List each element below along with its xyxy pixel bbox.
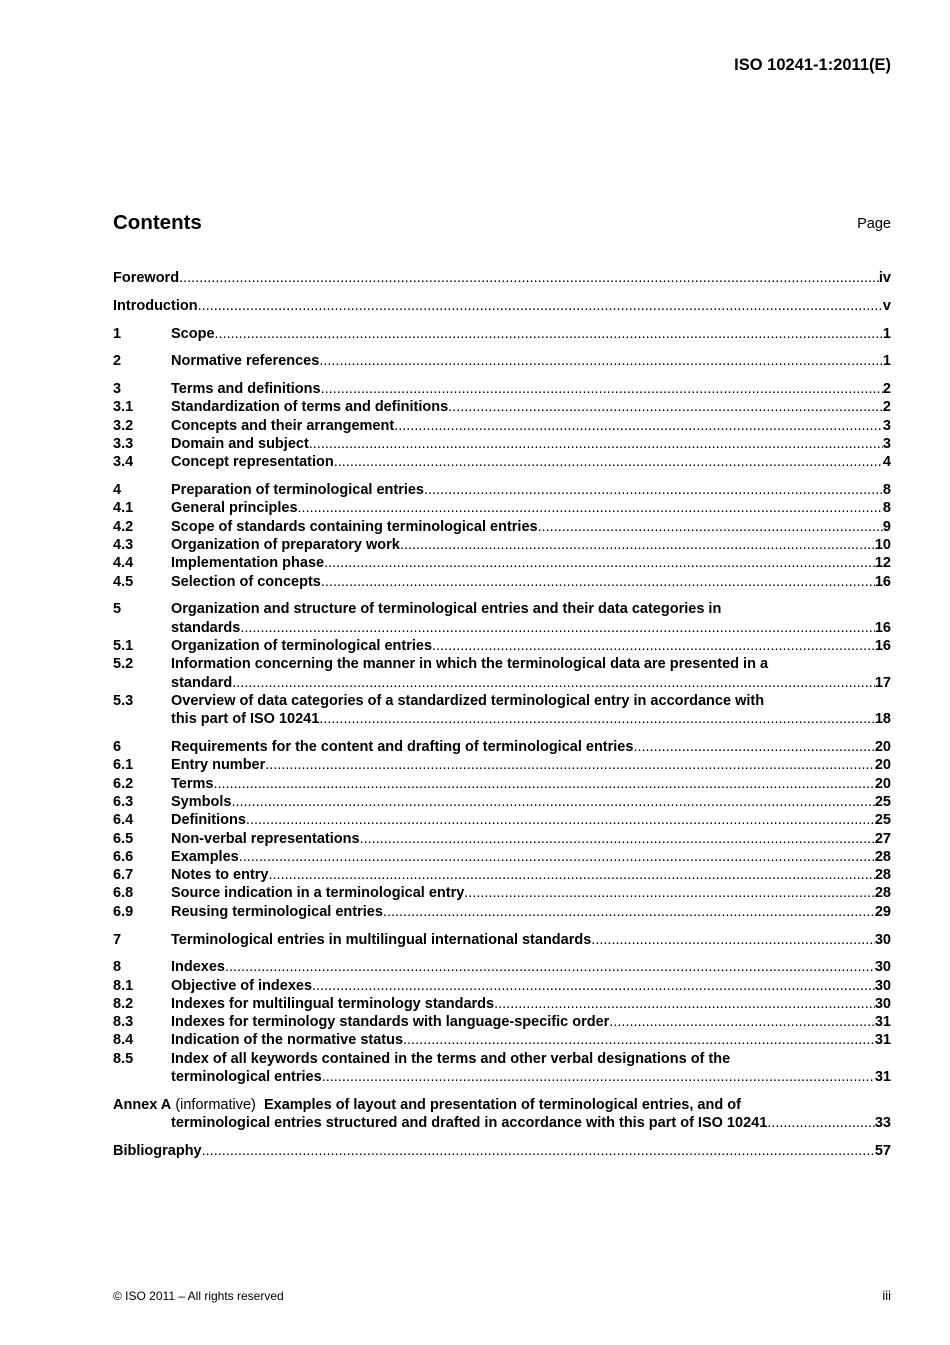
toc-entry-body <box>171 1031 891 1049</box>
toc-entry-body <box>171 380 891 398</box>
toc-entry-body <box>171 352 891 370</box>
toc-page-number: 1 <box>882 325 891 342</box>
toc-entry-title: Indexes for multilingual terminology standards <box>171 995 495 1012</box>
toc-entry-title-line: Organization and structure of terminological entries and their data categories in <box>171 601 722 618</box>
footer-copyright: © ISO 2011 – All rights reserved <box>113 1289 284 1303</box>
toc-entry-body <box>171 453 891 471</box>
toc-line <box>171 977 891 995</box>
toc-entry[interactable] <box>113 903 891 921</box>
section-number: 6.2 <box>113 775 134 792</box>
toc-entry-title: Domain and subject <box>171 436 309 453</box>
toc-entry-title-line: Information concerning the manner in which the terminological data are presented in a <box>171 656 769 673</box>
toc-entry-title: Scope of standards containing terminological entries <box>171 518 538 535</box>
toc-entry-title: Source indication in a terminological entry <box>171 885 465 902</box>
dot-leader <box>321 573 875 591</box>
toc-page-number: 2 <box>882 399 891 416</box>
toc-entry-body <box>171 958 891 976</box>
toc-entry-body <box>113 1142 891 1160</box>
toc-line <box>171 793 891 811</box>
dot-leader <box>464 884 875 902</box>
toc-entry-title: Non-verbal representations <box>171 830 360 847</box>
dot-leader <box>213 775 874 793</box>
toc-page-number: 16 <box>874 619 891 636</box>
toc-entry-title: Indexes <box>171 959 225 976</box>
toc-entry-body <box>171 793 891 811</box>
section-number: 6.9 <box>113 903 134 920</box>
toc-entry[interactable] <box>113 692 891 729</box>
section-number: 2 <box>113 353 122 370</box>
toc-entry-title: Indexes for terminology standards with language-specific order <box>171 1014 610 1031</box>
toc-line <box>171 995 891 1013</box>
section-number: 1 <box>113 325 122 342</box>
toc-page-number: 25 <box>874 793 891 810</box>
toc-entry-title-line: Index of all keywords contained in the terms and other verbal designations of the <box>171 1050 731 1067</box>
toc-page-number: 20 <box>874 775 891 792</box>
dot-leader <box>231 793 874 811</box>
dot-leader <box>432 637 875 655</box>
toc-entry-title: Preparation of terminological entries <box>171 482 424 499</box>
toc-line <box>113 269 891 287</box>
dot-leader <box>298 499 883 517</box>
section-number: 8.4 <box>113 1032 134 1049</box>
toc-entry-title: Scope <box>171 325 215 342</box>
toc-entry-body <box>171 931 891 949</box>
dot-leader <box>309 435 883 453</box>
toc-line <box>171 811 891 829</box>
dot-leader <box>322 1068 875 1086</box>
section-number: 8.5 <box>113 1050 134 1067</box>
toc-entry-title: this part of ISO 10241 <box>171 711 320 728</box>
toc-line <box>171 352 891 370</box>
toc-entry[interactable] <box>113 269 891 287</box>
toc-entry-title: Concepts and their arrangement <box>171 417 395 434</box>
toc-entry-title: Requirements for the content and drafting of terminological entries <box>171 739 634 756</box>
section-number: 3.2 <box>113 417 134 434</box>
toc-page-number: 28 <box>874 885 891 902</box>
toc-line <box>171 435 891 453</box>
toc-page-number: 57 <box>874 1142 891 1159</box>
toc-entry-title: Standardization of terms and definitions <box>171 399 449 416</box>
toc-page-number: 12 <box>874 555 891 572</box>
toc-page-number: 3 <box>882 436 891 453</box>
toc-page-number: 10 <box>874 537 891 554</box>
dot-leader <box>215 325 883 343</box>
toc-page-number: 2 <box>882 381 891 398</box>
toc-entry-body <box>171 811 891 829</box>
toc-line <box>171 417 891 435</box>
section-number: 6.1 <box>113 757 134 774</box>
toc-entry[interactable] <box>113 536 891 554</box>
toc-page-number: 30 <box>874 931 891 948</box>
toc-entry-body <box>171 536 891 554</box>
dot-leader <box>400 536 875 554</box>
section-number: 6 <box>113 739 122 756</box>
toc-entry-body <box>171 692 891 729</box>
toc-entry[interactable] <box>113 1050 891 1087</box>
toc-entry-body <box>113 269 891 287</box>
toc-page-number: 16 <box>874 573 891 590</box>
dot-leader <box>383 903 875 921</box>
toc-line <box>171 931 891 949</box>
dot-leader <box>609 1013 875 1031</box>
dot-leader <box>319 352 883 370</box>
toc-entry-title: Objective of indexes <box>171 977 313 994</box>
dot-leader <box>494 995 875 1013</box>
toc-entry[interactable] <box>113 811 891 829</box>
toc-entry[interactable] <box>113 453 891 471</box>
toc-entry-title: Organization of preparatory work <box>171 537 400 554</box>
toc-line <box>171 958 891 976</box>
toc-entry-title: Bibliography <box>113 1142 202 1159</box>
toc-page-number: 18 <box>874 711 891 728</box>
dot-leader <box>202 1142 875 1160</box>
toc-entry-body <box>171 655 891 692</box>
toc-entry-annex[interactable] <box>113 1096 891 1133</box>
toc-page-number: 1 <box>882 353 891 370</box>
dot-leader <box>633 738 874 756</box>
toc-entry-body <box>171 775 891 793</box>
toc-line <box>171 775 891 793</box>
section-number: 4.5 <box>113 573 134 590</box>
dot-leader <box>394 417 883 435</box>
section-number: 5.1 <box>113 638 134 655</box>
toc-line <box>171 398 891 416</box>
toc-entry-title: General principles <box>171 500 298 517</box>
toc-entry-title: Terminological entries in multilingual international standards <box>171 931 592 948</box>
toc-entry-title: Reusing terminological entries <box>171 903 383 920</box>
toc-entry-title: Organization of terminological entries <box>171 638 433 655</box>
annex-first-line <box>113 1096 891 1114</box>
annex-heading <box>113 1096 741 1114</box>
section-number: 6.4 <box>113 812 134 829</box>
toc-page-number: 30 <box>874 977 891 994</box>
toc-line <box>171 637 891 655</box>
toc-page-number: 16 <box>874 638 891 655</box>
dot-leader <box>246 811 875 829</box>
toc-line <box>171 866 891 884</box>
toc-entry-body <box>171 903 891 921</box>
toc-entry-body <box>171 637 891 655</box>
toc-entry-title: Normative references <box>171 353 320 370</box>
section-number: 6.7 <box>113 867 134 884</box>
toc-entry[interactable] <box>113 417 891 435</box>
toc-line <box>171 830 891 848</box>
toc-page-number: 8 <box>882 500 891 517</box>
toc-line <box>171 738 891 756</box>
dot-leader <box>240 619 875 637</box>
toc-entry-body <box>171 977 891 995</box>
toc-line <box>171 536 891 554</box>
toc-page-number: 17 <box>874 674 891 691</box>
toc-entry-body <box>171 1013 891 1031</box>
toc-line <box>171 710 891 728</box>
toc-entry-title: Terms <box>171 775 214 792</box>
section-number: 4.3 <box>113 537 134 554</box>
toc-entry[interactable] <box>113 756 891 774</box>
toc-entry-title: terminological entries structured and drafted in accordance with this part of ISO 10241 <box>171 1115 768 1132</box>
toc-entry[interactable] <box>113 655 891 692</box>
section-number: 5.3 <box>113 692 134 709</box>
toc-entry[interactable] <box>113 352 891 370</box>
section-number: 7 <box>113 931 122 948</box>
toc-line <box>171 573 891 591</box>
section-number: 3 <box>113 381 122 398</box>
dot-leader <box>179 269 879 287</box>
dot-leader <box>319 710 875 728</box>
toc-line <box>171 554 891 572</box>
toc-page-number: 31 <box>874 1014 891 1031</box>
toc-entry[interactable] <box>113 398 891 416</box>
section-number: 6.3 <box>113 793 134 810</box>
toc-entry-body <box>171 848 891 866</box>
toc-entry-body <box>171 417 891 435</box>
toc-page-number: 30 <box>874 959 891 976</box>
toc-line <box>171 884 891 902</box>
toc-line <box>171 1031 891 1049</box>
section-number: 5 <box>113 601 122 618</box>
toc-entry[interactable] <box>113 793 891 811</box>
section-number: 8.3 <box>113 1014 134 1031</box>
toc-line <box>113 1142 891 1160</box>
toc-entry-title: Examples <box>171 848 239 865</box>
toc-line <box>171 380 891 398</box>
toc-entry-body <box>171 499 891 517</box>
toc-entry[interactable] <box>113 325 891 343</box>
dot-leader <box>312 977 875 995</box>
section-number: 3.1 <box>113 399 134 416</box>
dot-leader <box>265 756 875 774</box>
dot-leader <box>321 380 883 398</box>
toc-entry-body <box>171 884 891 902</box>
toc-entry-title: Concept representation <box>171 454 334 471</box>
toc-line <box>171 1068 891 1086</box>
table-of-contents <box>113 269 891 1160</box>
toc-entry-title: Definitions <box>171 812 246 829</box>
toc-entry[interactable] <box>113 958 891 976</box>
toc-entry[interactable] <box>113 830 891 848</box>
page-column-label: Page <box>857 216 891 232</box>
toc-entry[interactable] <box>113 977 891 995</box>
toc-page-number: 25 <box>874 812 891 829</box>
toc-entry-body <box>171 866 891 884</box>
section-number: 4 <box>113 482 122 499</box>
toc-entry[interactable] <box>113 518 891 536</box>
section-number: 4.1 <box>113 500 134 517</box>
dot-leader <box>239 848 875 866</box>
section-number: 5.2 <box>113 656 134 673</box>
toc-entry-body <box>171 995 891 1013</box>
toc-line <box>171 1114 891 1132</box>
toc-entry-title: Notes to entry <box>171 867 269 884</box>
toc-entry[interactable] <box>113 866 891 884</box>
toc-entry-title: terminological entries <box>171 1069 322 1086</box>
footer-page-number: iii <box>882 1288 891 1303</box>
toc-entry-body <box>171 573 891 591</box>
section-number: 3.4 <box>113 454 134 471</box>
annex-title-line: Examples of layout and presentation of terminological entries, and of <box>263 1096 741 1113</box>
toc-entry[interactable] <box>113 600 891 637</box>
toc-entry-body <box>171 1050 891 1087</box>
toc-page-number: 4 <box>882 454 891 471</box>
toc-page-number: 30 <box>874 995 891 1012</box>
dot-leader <box>424 481 883 499</box>
toc-entry[interactable] <box>113 554 891 572</box>
section-number: 3.3 <box>113 436 134 453</box>
toc-page-number: 3 <box>882 417 891 434</box>
toc-page-number: 29 <box>874 903 891 920</box>
toc-entry[interactable] <box>113 775 891 793</box>
dot-leader <box>767 1114 875 1132</box>
toc-entry-body <box>171 756 891 774</box>
toc-entry-title: standard <box>171 674 233 691</box>
toc-entry[interactable] <box>113 481 891 499</box>
toc-entry[interactable] <box>113 738 891 756</box>
toc-line <box>171 848 891 866</box>
toc-page-number: 28 <box>874 848 891 865</box>
toc-entry[interactable] <box>113 1013 891 1031</box>
toc-page-number: 31 <box>874 1069 891 1086</box>
toc-page-number: 20 <box>874 757 891 774</box>
toc-entry-body <box>171 600 891 637</box>
toc-entry[interactable] <box>113 931 891 949</box>
toc-line <box>113 297 891 315</box>
toc-page-number: 8 <box>882 482 891 499</box>
toc-entry-body <box>171 554 891 572</box>
section-number: 4.2 <box>113 518 134 535</box>
toc-entry-title: Symbols <box>171 793 232 810</box>
toc-page-number: 9 <box>882 518 891 535</box>
dot-leader <box>225 958 875 976</box>
toc-entry-body <box>171 518 891 536</box>
toc-entry-body <box>171 738 891 756</box>
toc-entry[interactable] <box>113 380 891 398</box>
dot-leader <box>198 297 883 315</box>
toc-page-number: v <box>882 297 891 314</box>
dot-leader <box>334 453 883 471</box>
toc-page-number: 31 <box>874 1032 891 1049</box>
dot-leader <box>232 674 875 692</box>
toc-line <box>171 453 891 471</box>
section-number: 8.1 <box>113 977 134 994</box>
toc-entry[interactable] <box>113 297 891 315</box>
section-number: 6.8 <box>113 885 134 902</box>
toc-line <box>171 903 891 921</box>
toc-entry[interactable] <box>113 499 891 517</box>
toc-line <box>171 756 891 774</box>
section-number: 6.5 <box>113 830 134 847</box>
toc-entry[interactable] <box>113 435 891 453</box>
toc-entry[interactable] <box>113 884 891 902</box>
toc-entry-bibliography[interactable] <box>113 1142 891 1160</box>
contents-title: Contents <box>113 211 202 234</box>
toc-entry[interactable] <box>113 848 891 866</box>
toc-entry[interactable] <box>113 637 891 655</box>
annex-informative: (informative) <box>175 1096 256 1113</box>
dot-leader <box>324 554 875 572</box>
toc-line <box>171 325 891 343</box>
section-number: 4.4 <box>113 555 134 572</box>
toc-line <box>171 499 891 517</box>
toc-entry-title: Selection of concepts <box>171 573 321 590</box>
toc-entry-body <box>113 297 891 315</box>
toc-entry-title: Introduction <box>113 297 198 314</box>
dot-leader <box>538 518 883 536</box>
toc-line <box>171 1013 891 1031</box>
toc-entry-title: Entry number <box>171 757 266 774</box>
toc-entry-body <box>171 435 891 453</box>
toc-page-number: 33 <box>874 1115 891 1132</box>
dot-leader <box>448 398 883 416</box>
annex-label: Annex A <box>113 1096 172 1113</box>
toc-page-number: 27 <box>874 830 891 847</box>
toc-page-number: iv <box>878 270 891 286</box>
toc-entry-title: Indication of the normative status <box>171 1032 404 1049</box>
toc-entry-body <box>171 398 891 416</box>
toc-entry-title: Implementation phase <box>171 555 325 572</box>
toc-entry-title-line: Overview of data categories of a standardized terminological entry in accordance with <box>171 692 765 709</box>
dot-leader <box>269 866 875 884</box>
toc-page-number: 20 <box>874 739 891 756</box>
toc-line <box>171 674 891 692</box>
annex-continuation <box>113 1114 891 1132</box>
toc-entry-title: Terms and definitions <box>171 381 321 398</box>
toc-entry-body <box>171 830 891 848</box>
section-number: 6.6 <box>113 848 134 865</box>
toc-entry-title: Foreword <box>113 270 180 286</box>
document-code: ISO 10241-1:2011(E) <box>734 56 891 74</box>
toc-page-number: 28 <box>874 867 891 884</box>
toc-entry[interactable] <box>113 573 891 591</box>
dot-leader <box>591 931 875 949</box>
toc-entry[interactable] <box>113 1031 891 1049</box>
toc-line <box>171 619 891 637</box>
dot-leader <box>403 1031 875 1049</box>
toc-line <box>171 481 891 499</box>
toc-entry-body <box>171 325 891 343</box>
toc-entry[interactable] <box>113 995 891 1013</box>
toc-entry-title: standards <box>171 619 241 636</box>
section-number: 8.2 <box>113 995 134 1012</box>
toc-line <box>171 518 891 536</box>
toc-entry-body <box>171 481 891 499</box>
section-number: 8 <box>113 959 122 976</box>
dot-leader <box>360 830 875 848</box>
